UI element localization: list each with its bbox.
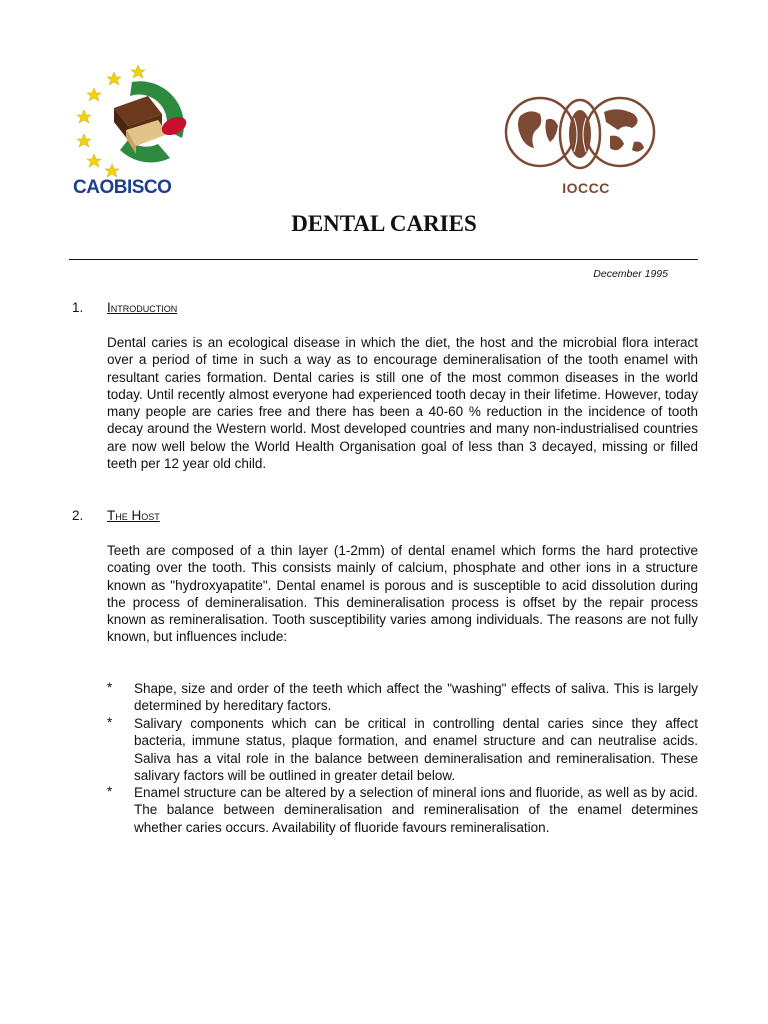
bullet-marker: *: [107, 715, 113, 730]
section-heading-the-host: The Host: [107, 508, 160, 523]
introduction-paragraph: Dental caries is an ecological disease in which the diet, the host and the microbial flora interact over a period of time in such a way as to encourage demineralisation of the tooth enamel with resultant caries formation. Dental caries is still one of the most common diseases in the world today. Until recently almost everyone had experienced tooth decay in their lifetime. However, today many people are caries free and there has been a 40-60 % reduction in the incidence of tooth decay around the Western world. Most developed countries and many non-industrialised countries are now well below the World Health Organisation goal of less than 3 decayed, missing or filled teeth per 12 year old child.: [107, 335, 698, 472]
section-number: 1.: [72, 300, 84, 315]
bullet-item: Salivary components which can be critical in controlling dental caries since they affect bacteria, immune status, plaque formation, and enamel structure and can neutralise acids. Saliva has a vital role in the balance between demineralisation and remineralisation. These salivary factors will be outlined in greater detail below.: [134, 716, 698, 783]
caobisco-logo: [70, 60, 200, 205]
bullet-item: Shape, size and order of the teeth which affect the "washing" effects of saliva. This is largely determined by hereditary factors.: [134, 681, 698, 714]
section-number: 2.: [72, 508, 84, 523]
ioccc-logo: [500, 90, 660, 202]
bullet-marker: *: [107, 784, 113, 799]
document-title: DENTAL CARIES: [291, 211, 477, 236]
section-heading-introduction: Introduction: [107, 300, 178, 315]
bullet-marker: *: [107, 680, 113, 695]
caobisco-logo-icon: [70, 60, 200, 180]
ioccc-logo-text: IOCCC: [562, 180, 610, 196]
caobisco-logo-text: CAOBISCO: [73, 177, 172, 198]
ioccc-globe-logo-icon: [500, 90, 660, 180]
title-divider: [69, 259, 698, 260]
document-date: December 1995: [593, 268, 668, 280]
bullet-item: Enamel structure can be altered by a selection of mineral ions and fluoride, as well as by acid. The balance between demineralisation and remineralisation of the enamel determines whether caries occurs. Availability of fluoride favours remineralisation.: [134, 785, 698, 835]
host-paragraph: Teeth are composed of a thin layer (1-2mm) of dental enamel which forms the hard protective coating over the tooth. This consists mainly of calcium, phosphate and other ions in a structure known as "hydroxyapatite". Dental enamel is porous and is susceptible to acid dissolution during the process of demineralisation. This demineralisation process is offset by the repair process known as remineralisation. Tooth susceptibility varies among individuals. The reasons are not fully known, but influences include:: [107, 543, 698, 645]
